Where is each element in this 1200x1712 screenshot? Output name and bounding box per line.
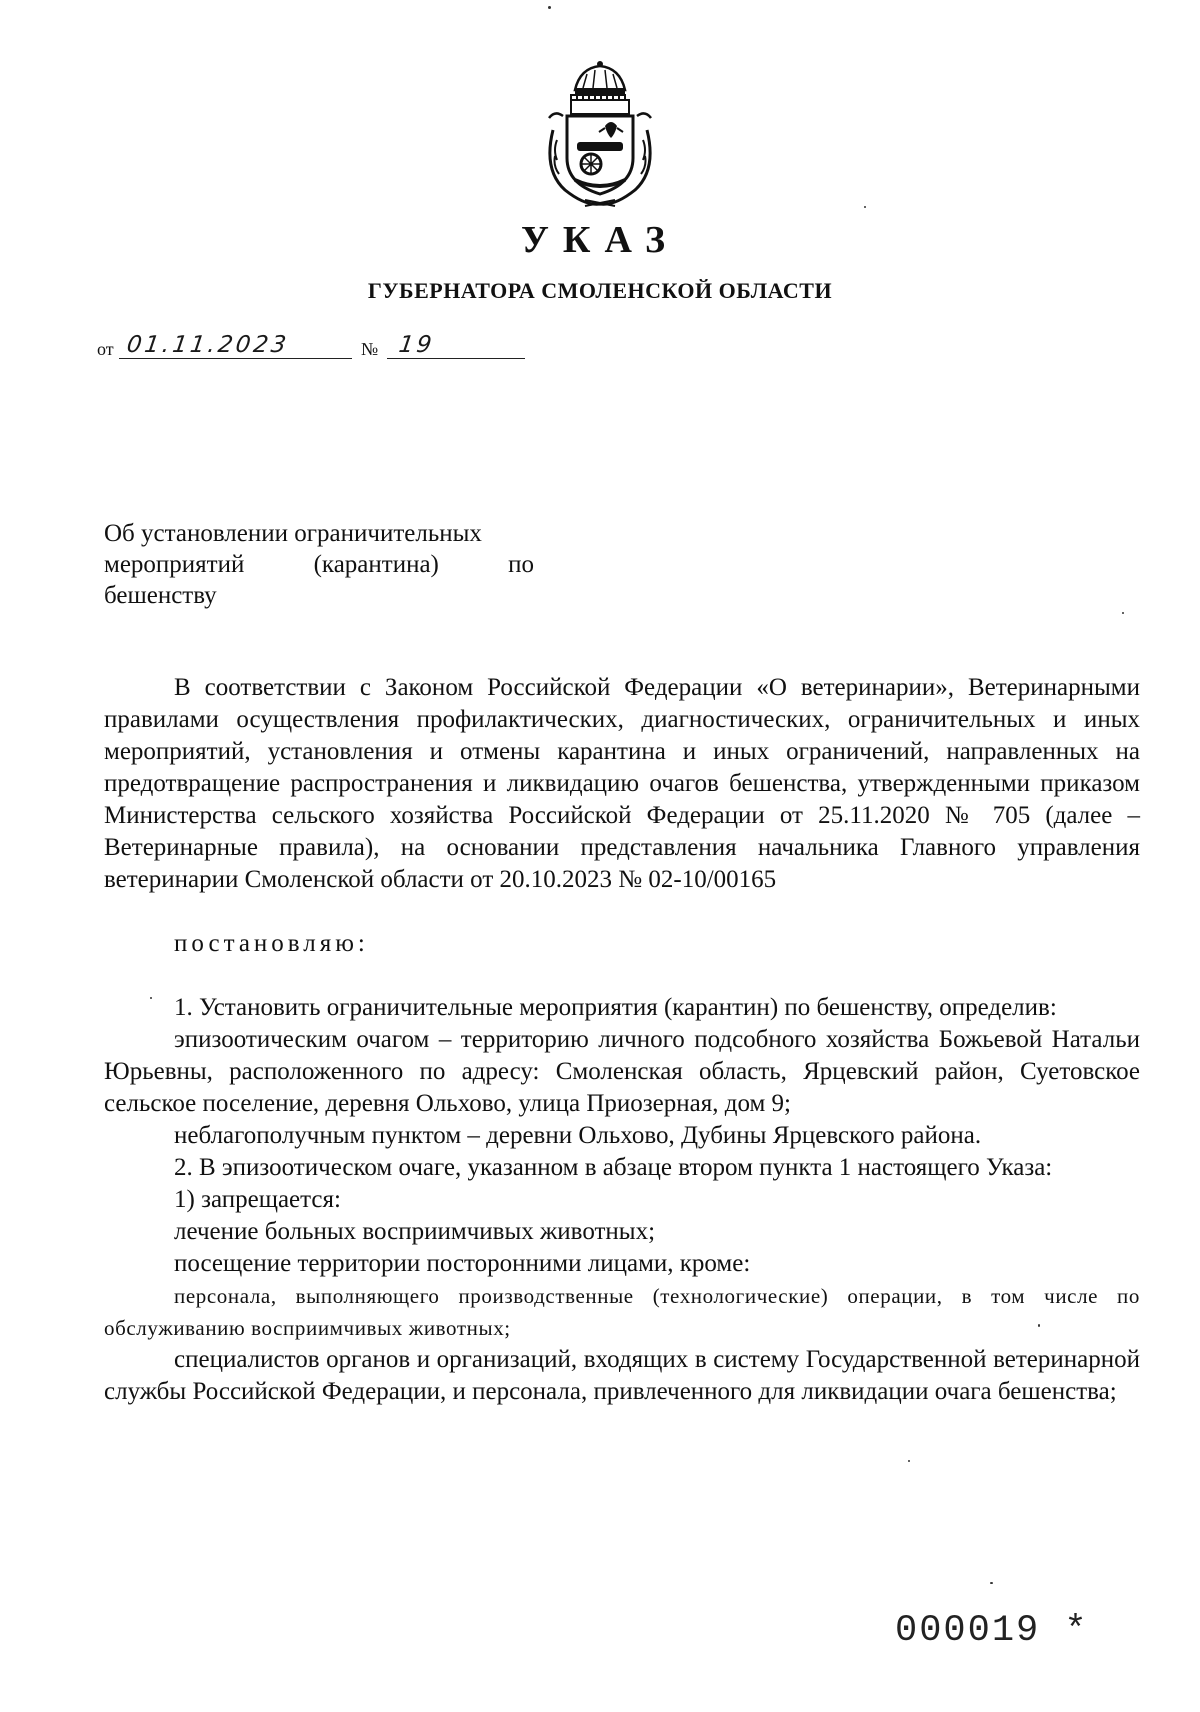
subject-line: Об установлении ограничительных <box>104 520 482 547</box>
date-label: от <box>97 339 114 359</box>
date-underline <box>119 358 352 359</box>
date-value: 01.11.2023 <box>125 332 291 358</box>
subject-line: бешенству <box>104 582 217 609</box>
decree-word: постановляю: <box>174 930 369 957</box>
ban-item: лечение больных восприимчивых животных; <box>174 1218 656 1245</box>
document-serial-number: 000019 * <box>895 1610 1089 1652</box>
document-subject <box>104 518 534 611</box>
scan-speck <box>864 206 866 208</box>
scan-speck <box>548 6 551 9</box>
preamble-paragraph: В соответствии с Законом Российской Федерации «О ветеринарии», Ветеринарными правилами осуществления профилактических, диагностических, ограничительных и иных мероприятий, установления и отмены карантина и иных ограничений, направленных на предотвращение распространения и ликвидацию очагов бешенства, утвержденными приказом Министерства сельского хозяйства Российской Федерации от 25.11.2020 № 705 (далее – Ветеринарные правила), на основании представления начальника Главного управления ветеринарии Смоленской области от 20.10.2023 № 02-10/00165 <box>104 674 1140 893</box>
document-subtitle: ГУБЕРНАТОРА СМОЛЕНСКОЙ ОБЛАСТИ <box>367 278 833 303</box>
scan-speck <box>1038 1324 1040 1327</box>
document-title: УКАЗ <box>521 219 679 261</box>
item-2: 2. В эпизоотическом очаге, указанном в абзаце втором пункта 1 настоящего Указа: <box>174 1154 1053 1181</box>
number-value: 19 <box>397 332 437 358</box>
item-1: 1. Установить ограничительные мероприятия (карантин) по бешенству, определив: <box>174 994 1057 1021</box>
subject-line: мероприятий (карантина) по <box>104 551 534 578</box>
coat-of-arms-icon <box>535 60 665 210</box>
scan-speck <box>990 1582 993 1584</box>
number-label: № <box>361 339 379 359</box>
number-underline <box>387 358 525 359</box>
scan-speck <box>1122 612 1124 614</box>
item-1-focus: эпизоотическим очагом – территорию личного подсобного хозяйства Божьевой Натальи Юрьевны, расположенного по адресу: Смоленская область, Ярцевский район, Суетовское сельское поселение, деревня Ольхово, улица Приозерная, дом 9; <box>104 1026 1140 1117</box>
scan-speck <box>150 997 152 999</box>
subitem-1: 1) запрещается: <box>174 1186 341 1213</box>
document-body <box>104 672 1140 1408</box>
ban-item: посещение территории посторонними лицами, кроме: <box>174 1250 751 1277</box>
exception-item: специалистов органов и организаций, входящих в систему Государственной ветеринарной службы Российской Федерации, и персонала, привлеченного для ликвидации очага бешенства; <box>104 1346 1140 1405</box>
scan-speck <box>908 1460 910 1462</box>
exception-item: персонала, выполняющего производственные (технологические) операции, в том числе по обслуживанию восприимчивых животных; <box>104 1284 1140 1340</box>
date-number-line <box>97 332 547 362</box>
item-1-point: неблагополучным пунктом – деревни Ольхово, Дубины Ярцевского района. <box>174 1122 982 1149</box>
